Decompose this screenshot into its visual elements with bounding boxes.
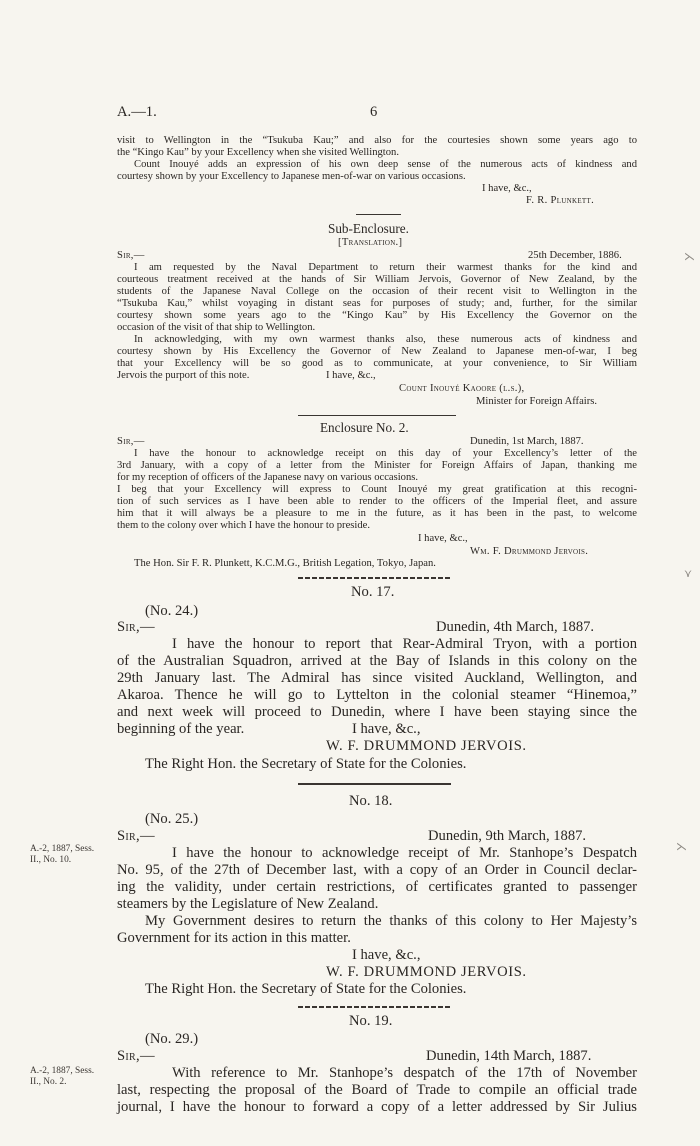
text-line: I have the honour to acknowledge receipt on this day of your Excellency’s letter of the xyxy=(134,448,637,459)
translation-note: [Translation.] xyxy=(338,237,403,248)
text-line: last, respecting the proposal of the Board of Trade to compile an official trade xyxy=(117,1082,637,1098)
text-line: for my reception of officers of the Japanese navy on various occasions. xyxy=(117,472,419,483)
text-line: occasion of the visit of that ship to Wellington. xyxy=(117,322,316,333)
letter-date: 25th December, 1886. xyxy=(528,250,622,261)
closing: I have, &c., xyxy=(326,370,376,381)
text-line: I have the honour to report that Rear-Admiral Tryon, with a portion xyxy=(172,636,637,652)
divider xyxy=(298,1006,451,1008)
text-line: Government for its action in this matter. xyxy=(117,930,351,946)
salutation: Sir,— xyxy=(117,828,155,844)
salutation: Sir,— xyxy=(117,1048,155,1064)
signature-title: Minister for Foreign Affairs. xyxy=(476,396,598,407)
text-line: I am requested by the Naval Department to return their warmest thanks for the kind and xyxy=(134,262,637,273)
margin-reference: A.-2, 1887, Sess. II., No. 2. xyxy=(30,1066,95,1087)
text-line: courtesy shown some years ago to the “Kingo Kau” by His Excellency the Governor on the xyxy=(117,310,637,321)
text-line: students of the Japanese Naval College on the occasion of their recent visit to Wellington in the xyxy=(117,286,637,297)
signature: Count Inouyé Kaoore (l.s.), xyxy=(399,383,525,394)
text-line: visit to Wellington in the “Tsukuba Kau;” and also for the courtesies shown some years ago to xyxy=(117,135,637,146)
text-line: With reference to Mr. Stanhope’s despatch of the 17th of November xyxy=(172,1065,637,1081)
text-line: courtesy shown by your Excellency to Japanese men-of-war on various occasions. xyxy=(117,171,466,182)
salutation: Sir,— xyxy=(117,250,145,261)
letter-heading: No. 18. xyxy=(349,793,393,809)
section-title: Enclosure No. 2. xyxy=(320,420,409,435)
text-line: courteous treatment received at the hands of Sir William Jervois, Governor of New Zealand, by the xyxy=(117,274,637,285)
letter-heading: No. 19. xyxy=(349,1013,393,1029)
text-line: I have the honour to acknowledge receipt of Mr. Stanhope’s Despatch xyxy=(172,845,637,861)
text-line: courtesy shown by His Excellency the Governor of New Zealand to Japanese men-of-war, I beg xyxy=(117,346,637,357)
text-line: tion of such services as I have been able to render to the officers of the Imperial fleet, and assure xyxy=(117,496,637,507)
divider xyxy=(356,214,401,215)
signature: Wm. F. Drummond Jervois. xyxy=(470,546,589,557)
salutation: Sir,— xyxy=(117,436,145,447)
letter-heading: No. 17. xyxy=(351,584,395,600)
signature: F. R. Plunkett. xyxy=(526,195,595,206)
signature: W. F. DRUMMOND JERVOIS. xyxy=(326,964,527,980)
text-line: and next week will proceed to Dunedin, where I have been staying since the xyxy=(117,704,637,720)
text-line: them to the colony over which I have the honour to preside. xyxy=(117,520,371,531)
text-line: 29th January last. The Admiral has since visited Auckland, Wellington, and xyxy=(117,670,637,686)
text-line: ing the validity, under certain restrictions, of certificates granted to passenger xyxy=(117,879,637,895)
despatch-number: (No. 24.) xyxy=(145,603,199,619)
page-number: 6 xyxy=(370,104,378,120)
scan-speck: ⋎ xyxy=(684,568,693,580)
closing: I have, &c., xyxy=(482,183,532,194)
section-title: Sub-Enclosure. xyxy=(328,221,409,236)
scan-speck: ⋋ xyxy=(676,841,687,853)
divider xyxy=(298,415,456,416)
scan-speck: ⋋ xyxy=(684,251,695,263)
text-line: I beg that your Excellency will express to Count Inouyé my great gratification at this recogni- xyxy=(117,484,637,495)
addressee: The Right Hon. the Secretary of State for the Colonies. xyxy=(145,981,467,997)
despatch-number: (No. 25.) xyxy=(145,811,199,827)
closing: I have, &c., xyxy=(352,721,421,737)
letter-date: Dunedin, 4th March, 1887. xyxy=(436,619,595,635)
addressee: The Right Hon. the Secretary of State for the Colonies. xyxy=(145,756,467,772)
text-line: of the Australian Squadron, arrived at the Bay of Islands in this colony on the xyxy=(117,653,637,669)
text-line: journal, I have the honour to forward a copy of a letter addressed by Sir Julius xyxy=(117,1099,637,1115)
letter-date: Dunedin, 1st March, 1887. xyxy=(470,436,584,447)
text-line: steamers by the Legislature of New Zealand. xyxy=(117,896,379,912)
text-line: Count Inouyé adds an expression of his own deep sense of the numerous acts of kindness and xyxy=(134,159,637,170)
text-line: Jervois the purport of this note. xyxy=(117,370,250,381)
text-line: My Government desires to return the thanks of this colony to Her Majesty’s xyxy=(145,913,637,929)
text-line: Akaroa. Thence he will go to Lyttelton in the colonial steamer “Hinemoa,” xyxy=(117,687,637,703)
text-line: the “Kingo Kau” by your Excellency when she visited Wellington. xyxy=(117,147,399,158)
closing: I have, &c., xyxy=(352,947,421,963)
divider xyxy=(298,577,451,579)
text-line: 3rd January, with a copy of a letter from the Minister for Foreign Affairs of Japan, thanking me xyxy=(117,460,637,471)
despatch-number: (No. 29.) xyxy=(145,1031,199,1047)
text-line: In acknowledging, with my own warmest thanks also, these numerous acts of kindness and xyxy=(134,334,637,345)
page-reference: A.—1. xyxy=(117,104,157,120)
closing: I have, &c., xyxy=(418,533,468,544)
signature: W. F. DRUMMOND JERVOIS. xyxy=(326,738,527,754)
text-line: that your Excellency will be so good as to communicate, at your convenience, to Sir William xyxy=(117,358,637,369)
letter-date: Dunedin, 14th March, 1887. xyxy=(426,1048,592,1064)
letter-date: Dunedin, 9th March, 1887. xyxy=(428,828,587,844)
text-line: “Tsukuba Kau,” whilst voyaging in distant seas for purposes of study; and, further, for the similar xyxy=(117,298,637,309)
divider xyxy=(298,783,451,785)
text-line: No. 95, of the 27th of December last, with a copy of an Order in Council declar- xyxy=(117,862,637,878)
text-line: beginning of the year. xyxy=(117,721,245,737)
salutation: Sir,— xyxy=(117,619,155,635)
text-line: him that it will always be a pleasure to me in the future, as it has been in the past, to welcome xyxy=(117,508,637,519)
addressee: The Hon. Sir F. R. Plunkett, K.C.M.G., British Legation, Tokyo, Japan. xyxy=(134,558,436,569)
margin-reference: A.-2, 1887, Sess. II., No. 10. xyxy=(30,844,95,865)
